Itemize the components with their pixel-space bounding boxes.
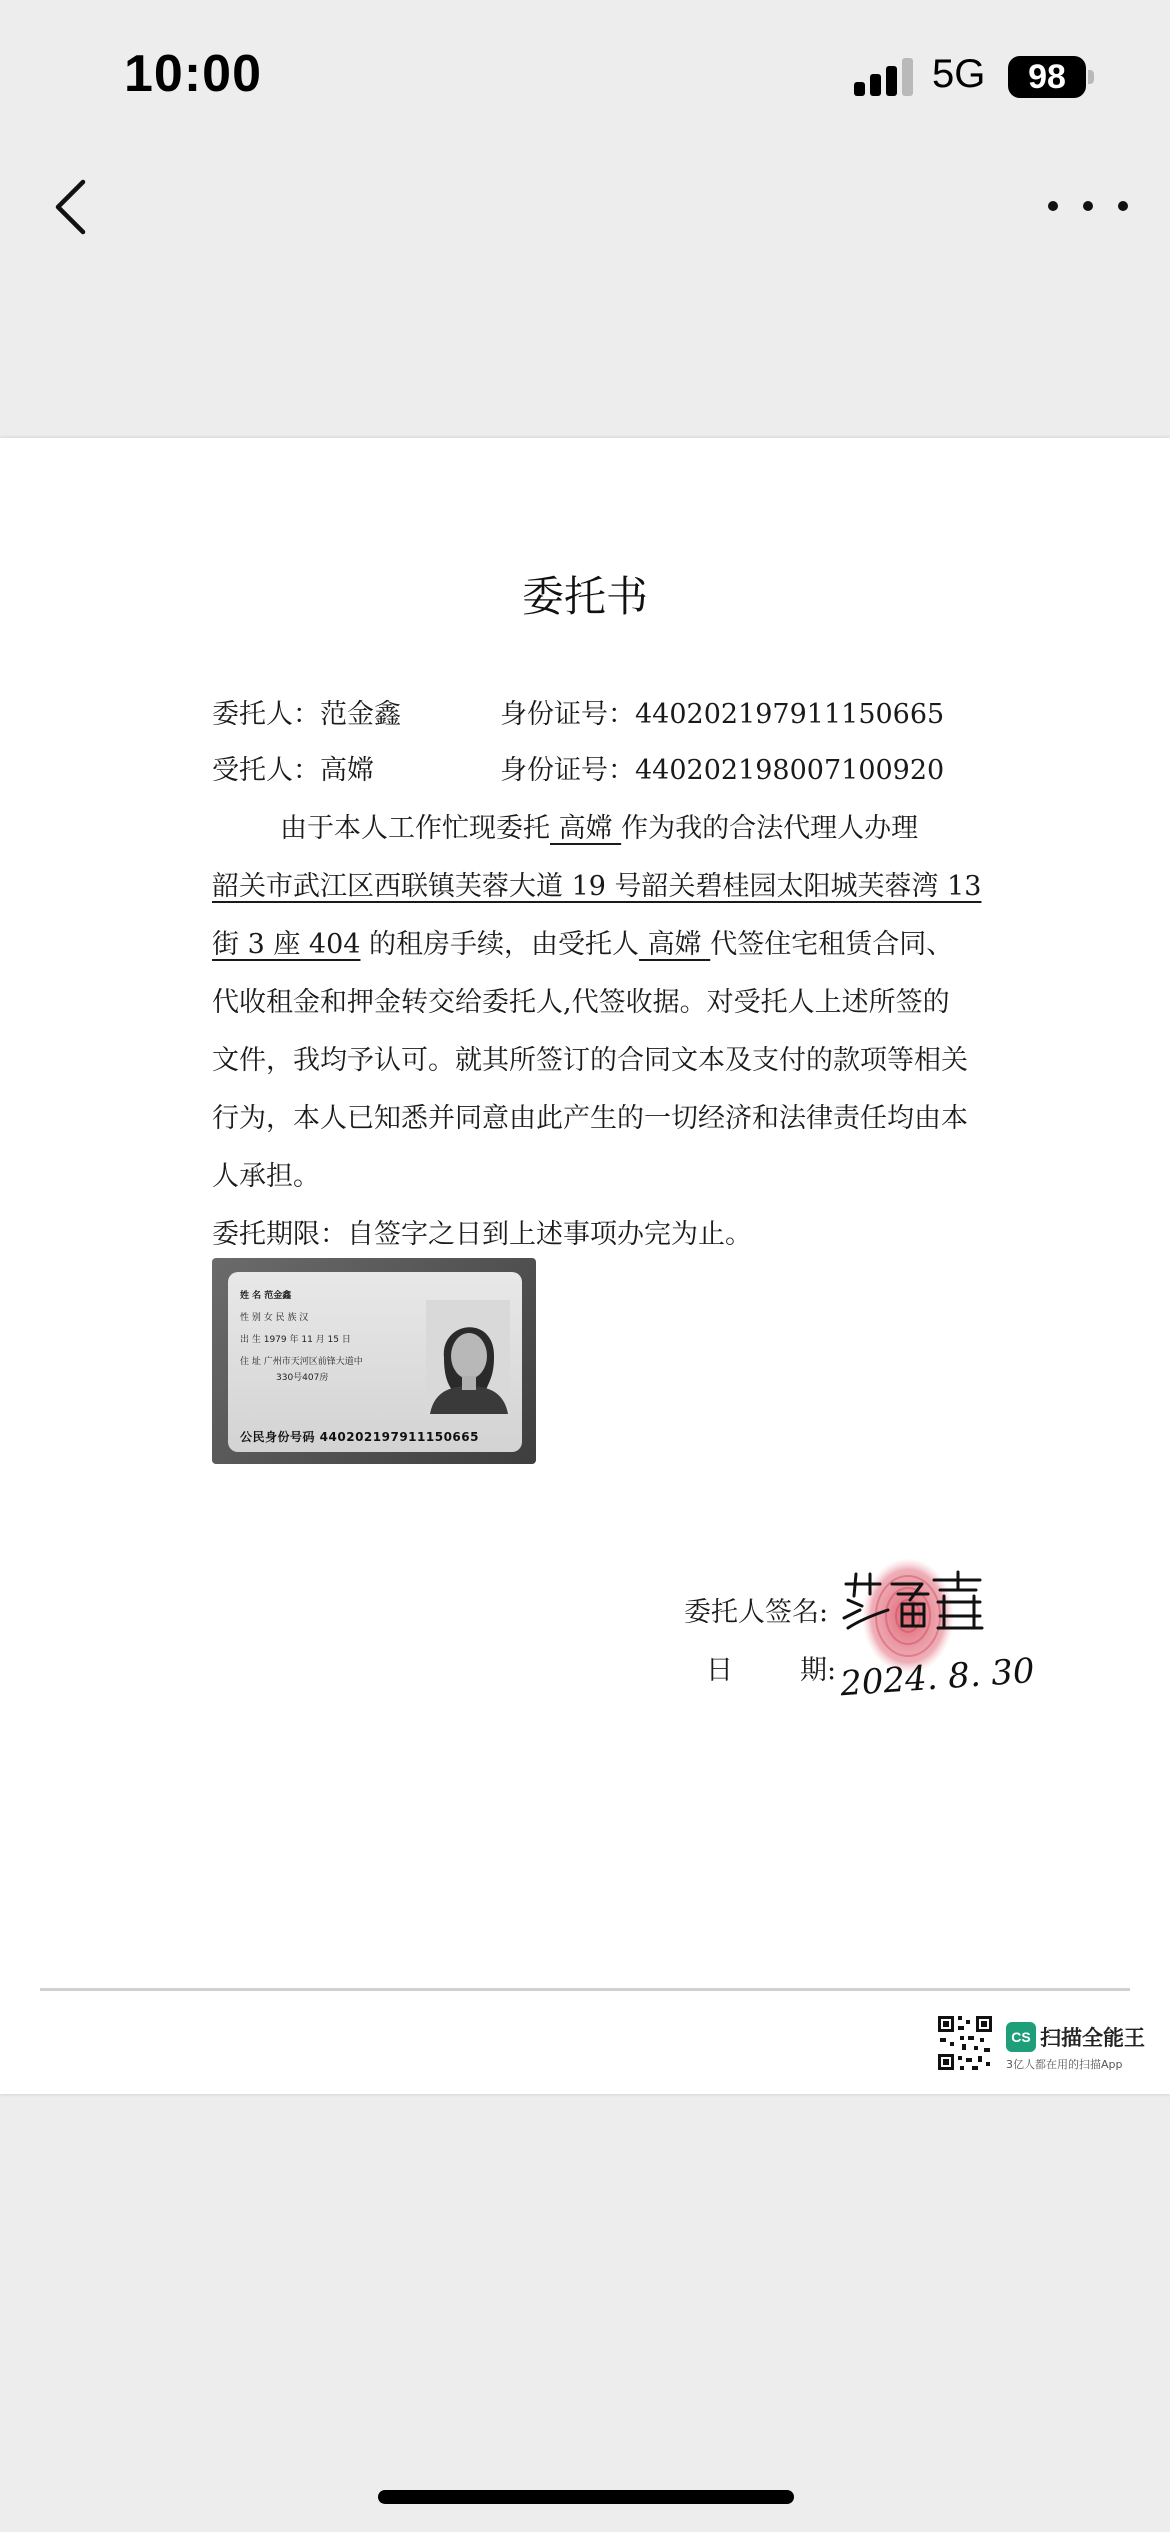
battery-icon: 98 <box>1008 56 1086 98</box>
body-line-3-post: 代签住宅租赁合同、 <box>710 929 954 960</box>
id-card-gender: 性 别 女 民 族 汉 <box>240 1313 309 1323</box>
id-card-number: 公民身份号码 440202197911150665 <box>240 1430 479 1444</box>
id-card-address-2: 330号407房 <box>276 1373 329 1383</box>
id-card-image <box>212 1258 536 1464</box>
more-horizontal-icon <box>1048 201 1058 211</box>
camscanner-logo: CS <box>1006 2022 1036 2052</box>
watermark-slogan: 3亿人都在用的扫描App <box>1006 2058 1123 2071</box>
body-address-end: 街 3 座 404 <box>212 929 361 960</box>
handwritten-date <box>838 1648 1036 1706</box>
handwritten-signature <box>840 1570 990 1634</box>
body-line-1 <box>280 806 918 845</box>
svg-text:2024. 8. 30: 2024. 8. 30 <box>838 1650 1036 1705</box>
agent-name: 受托人：高嫦 <box>212 755 374 786</box>
body-line-6: 行为，本人已知悉并同意由此产生的一切经济和法律责任均由本 <box>212 1103 968 1134</box>
status-time: 10:00 <box>124 45 262 103</box>
scan-edge-line <box>40 1988 1130 1991</box>
id-card-birth: 出 生 1979 年 11 月 15 日 <box>240 1335 351 1345</box>
id-card-face <box>228 1272 522 1452</box>
id-card-address-1: 住 址 广州市天河区前锋大道中 <box>240 1357 363 1367</box>
network-type: 5G <box>932 52 986 96</box>
body-line-2: 韶关市武江区西联镇芙蓉大道 19 号韶关碧桂园太阳城芙蓉湾 13 <box>212 871 982 902</box>
status-bar <box>0 0 1170 150</box>
back-button[interactable] <box>40 172 100 242</box>
body-line-3-mid: 的租房手续，由受托人 <box>360 929 640 960</box>
id-card-name: 姓 名 范金鑫 <box>240 1291 292 1301</box>
battery-tip <box>1088 70 1094 84</box>
signature-label: 委托人签名: <box>684 1597 829 1628</box>
watermark-brand: 扫描全能王 <box>1040 2026 1145 2050</box>
signal-icon <box>854 58 916 96</box>
chevron-left-icon <box>53 178 87 236</box>
id-photo-portrait-icon <box>426 1300 510 1414</box>
body-line-1-pre: 由于本人工作忙现委托 <box>280 813 550 844</box>
qr-code-icon[interactable] <box>936 2014 994 2072</box>
document-page[interactable] <box>0 438 1170 2094</box>
term-line: 委托期限：自签字之日到上述事项办完为止。 <box>212 1219 752 1250</box>
body-line-3 <box>212 922 953 961</box>
body-line-7: 人承担。 <box>212 1161 320 1192</box>
document-title: 委托书 <box>521 572 648 621</box>
body-agent-name-1: 高嫦 <box>550 813 622 844</box>
more-button[interactable] <box>1048 186 1128 226</box>
body-line-5: 文件，我均予认可。就其所签订的合同文本及支付的款项等相关 <box>212 1045 968 1076</box>
date-label-a: 日 <box>706 1655 733 1686</box>
body-agent-name-2: 高嫦 <box>639 929 711 960</box>
date-label-b: 期: <box>800 1655 837 1686</box>
home-indicator[interactable] <box>378 2490 794 2504</box>
principal-name: 委托人：范金鑫 <box>212 699 401 730</box>
body-line-1-post: 作为我的合法代理人办理 <box>621 813 919 844</box>
principal-id: 身份证号：440202197911150665 <box>500 699 945 730</box>
body-line-4: 代收租金和押金转交给委托人,代签收据。对受托人上述所签的 <box>212 987 950 1018</box>
agent-id: 身份证号：440202198007100920 <box>500 755 945 786</box>
